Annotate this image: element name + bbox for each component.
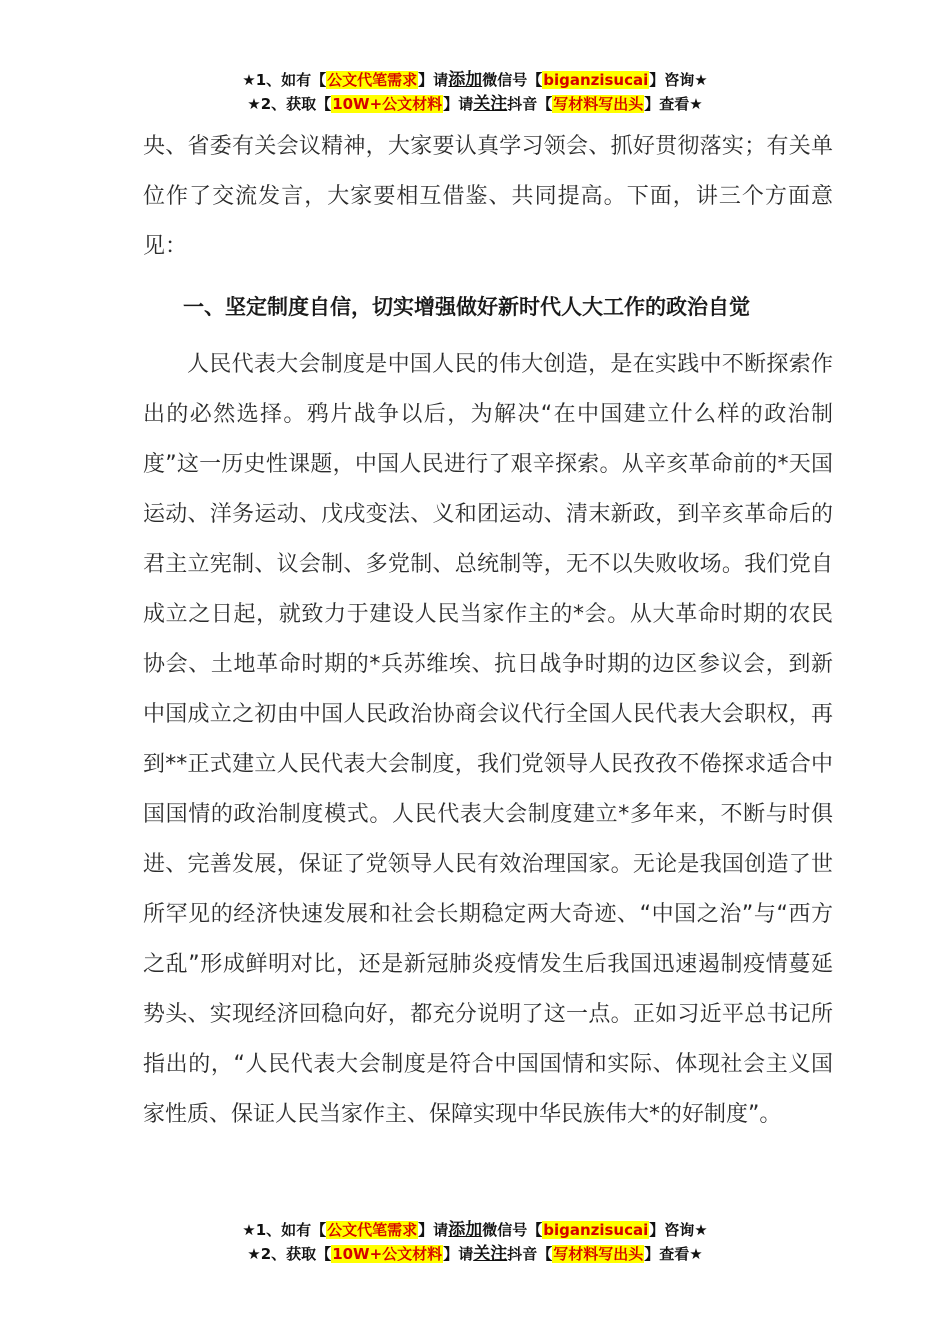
header-banner	[0, 68, 950, 116]
footer-banner	[0, 1218, 950, 1266]
banner-highlight-douyin: 写材料写出头	[553, 95, 644, 113]
banner-emphasis: 添加	[448, 1220, 483, 1240]
banner-text: ★2、获取【	[247, 1245, 332, 1263]
banner-text: ★1、如有【	[242, 71, 327, 89]
banner-text: 】请	[418, 1221, 449, 1239]
banner-emphasis: 关注	[473, 1244, 508, 1264]
body-paragraph: 人民代表大会制度是中国人民的伟大创造，是在实践中不断探索作出的必然选择。鸦片战争以后，为解决“在中国建立什么样的政治制度”这一历史性课题，中国人民进行了艰辛探索。从辛亥革命前的*天国运动、洋务运动、戊戌变法、义和团运动、清末新政，到辛亥革命后的君主立宪制、议会制、多党制、总统制等，无不以失败收场。我们党自成立之日起，就致力于建设人民当家作主的*会。从大革命时期的农民协会、土地革命时期的*兵苏维埃、抗日战争时期的边区参议会，到新中国成立之初由中国人民政治协商会议代行全国人民代表大会职权，再到**正式建立人民代表大会制度，我们党领导人民孜孜不倦探求适合中国国情的政治制度模式。人民代表大会制度建立*多年来，不断与时俱进、完善发展，保证了党领导人民有效治理国家。无论是我国创造了世所罕见的经济快速发展和社会长期稳定两大奇迹、“中国之治”与“西方之乱”形成鲜明对比，还是新冠肺炎疫情发生后我国迅速遏制疫情蔓延势头、实现经济回稳向好，都充分说明了这一点。正如习近平总书记所指出的，“人民代表大会制度是符合中国国情和实际、体现社会主义国家性质、保证人民当家作主、保障实现中华民族伟大*的好制度”。	[143, 352, 833, 1127]
banner-highlight-service: 公文代笔需求	[327, 1221, 418, 1239]
banner-text: 】查看★	[644, 1245, 703, 1263]
banner-text: 】请	[443, 95, 474, 113]
banner-highlight-materials: 10W+公文材料	[332, 95, 443, 113]
banner-text: 】咨询★	[649, 1221, 708, 1239]
banner-text: 抖音【	[507, 95, 553, 113]
banner-text: 】请	[443, 1245, 474, 1263]
banner-line-2	[0, 92, 950, 116]
document-body	[143, 122, 833, 1140]
banner-text: 微信号【	[482, 1221, 543, 1239]
banner-emphasis: 关注	[473, 94, 508, 114]
banner-highlight-douyin: 写材料写出头	[553, 1245, 644, 1263]
banner-emphasis: 添加	[448, 70, 483, 90]
banner-text: 抖音【	[507, 1245, 553, 1263]
banner-line-1	[0, 68, 950, 92]
banner-highlight-service: 公文代笔需求	[327, 71, 418, 89]
banner-line-2	[0, 1242, 950, 1266]
banner-text: 】查看★	[644, 95, 703, 113]
section-heading: 一、坚定制度自信，切实增强做好新时代人大工作的政治自觉	[183, 295, 750, 319]
banner-highlight-wechat-id: biganzisucai	[543, 71, 649, 89]
banner-text: 微信号【	[482, 71, 543, 89]
banner-text: ★2、获取【	[247, 95, 332, 113]
banner-text: 】请	[418, 71, 449, 89]
banner-text: ★1、如有【	[242, 1221, 327, 1239]
intro-paragraph: 央、省委有关会议精神，大家要认真学习领会、抓好贯彻落实；有关单位作了交流发言，大家要相互借鉴、共同提高。下面，讲三个方面意见：	[143, 134, 833, 259]
banner-line-1	[0, 1218, 950, 1242]
banner-highlight-materials: 10W+公文材料	[332, 1245, 443, 1263]
banner-text: 】咨询★	[649, 71, 708, 89]
banner-highlight-wechat-id: biganzisucai	[543, 1221, 649, 1239]
